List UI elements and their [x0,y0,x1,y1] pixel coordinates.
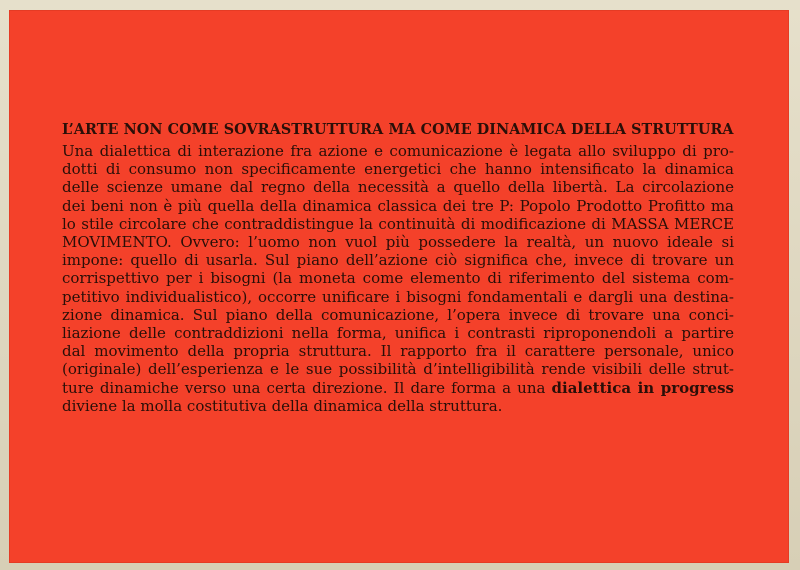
body-line-12: dal movimento della propria struttura. Il rapporto fra il carattere personale, unico [62,342,734,361]
body-line-1: Una dialettica di interazione fra azione e comunicazione è legata allo sviluppo di pro- [62,142,734,160]
body-line-5: lo stile circolare che contraddistingue la continuità di modificazione di MASSA MERCE [62,214,734,233]
body-line-15: diviene la molla costitutiva della dinamica della struttura. [62,396,503,415]
body-line-8: corrispettivo per i bisogni (la moneta come elemento di riferimento del sistema com- [62,269,734,288]
bold-phrase: dialettica in progress [551,378,734,397]
body-line-13: (originale) dell’esperienza e le sue possibilità d’intelligibilità rende visibili delle strut- [62,360,734,379]
body-line-14 [62,379,734,397]
body-line-3: delle scienze umane dal regno della necessità a quello della libertà. La circolazione [62,178,734,197]
article [62,118,734,415]
article-heading: L’ARTE NON COME SOVRASTRUTTURA MA COME DINAMICA DELLA STRUTTURA [62,120,734,138]
body-line-2: dotti di consumo non specificamente energetici che hanno intensificato la dinamica [62,160,734,179]
body-line-6: MOVIMENTO. Ovvero: l’uomo non vuol più possedere la realtà, un nuovo ideale si [62,233,734,252]
body-line-9: petitivo individualistico), occorre unificare i bisogni fondamentali e dargli una destina- [62,287,734,306]
body-line-10: zione dinamica. Sul piano della comunicazione, l’opera invece di trovare una conci- [62,305,734,324]
body-line-4: dei beni non è più quella della dinamica classica dei tre P: Popolo Prodotto Profitto ma [62,196,734,215]
body-line-7: impone: quello di usarla. Sul piano dell’azione ciò significa che, invece di trovare un [62,251,734,270]
body-line-11: liazione delle contraddizioni nella forma, unifica i contrasti riproponendoli a partire [62,324,734,343]
body-line-14-text: ture dinamiche verso una certa direzione. Il dare forma a una [62,378,546,397]
